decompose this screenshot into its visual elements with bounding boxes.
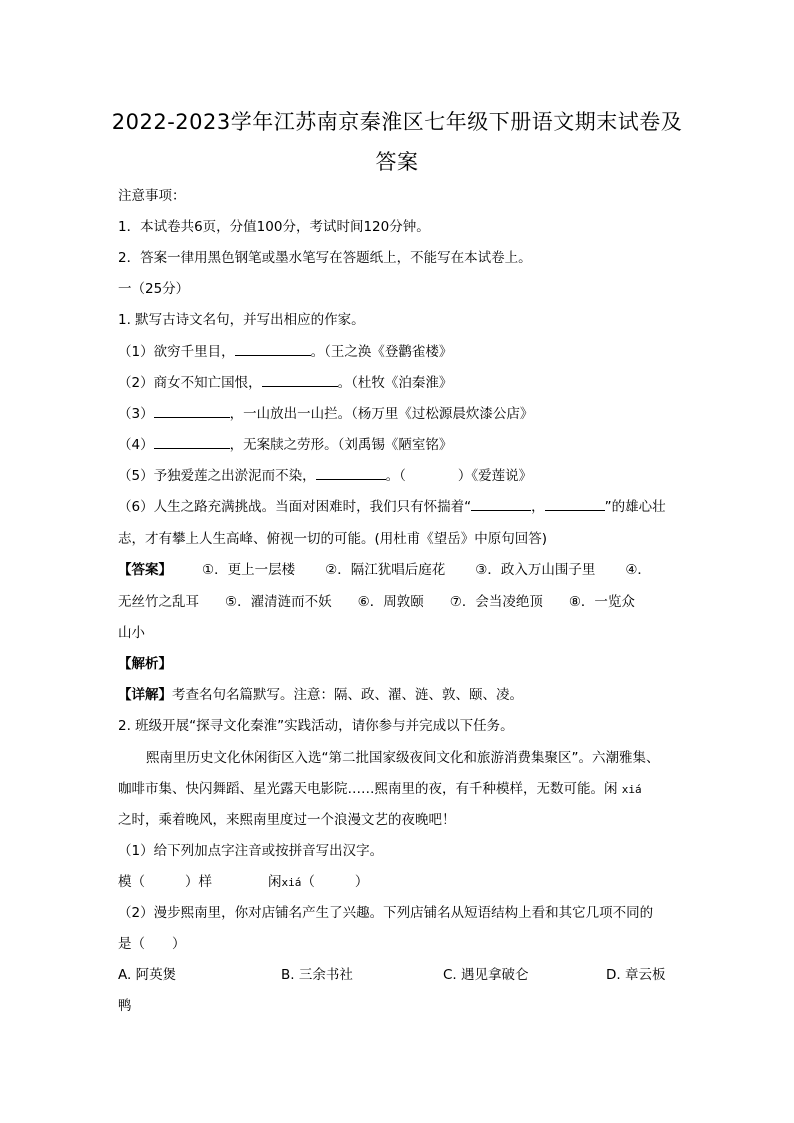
q1-item-3: （3） ，一山放出一山拦。（杨万里《过松源晨炊漆公店》 bbox=[118, 406, 534, 422]
answer-line-2: 无丝竹之乱耳 ⑤．濯清涟而不妖 ⑥．周敦颐 ⑦．会当凌绝顶 ⑧．一览众 bbox=[118, 594, 635, 610]
notice-item-2: 2．答案一律用黑色钢笔或墨水笔写在答题纸上，不能写在本试卷上。 bbox=[118, 250, 532, 266]
answer-line-3: 山小 bbox=[118, 625, 145, 641]
section1-heading: 一（25分） bbox=[118, 281, 190, 297]
q2-stem: 2. 班级开展“探寻文化秦淮”实践活动，请你参与并完成以下任务。 bbox=[118, 718, 514, 734]
q1-item-5: （5）予独爱莲之出淤泥而不染， 。（ ）《爱莲说》 bbox=[118, 468, 533, 484]
detail-label: 【详解】 bbox=[118, 687, 172, 703]
q2-sub1-items: 模（ ）样 闲xiá（ ） bbox=[118, 874, 369, 890]
option-c: C. 遇见拿破仑 bbox=[443, 967, 529, 983]
option-d: D. 章云板 bbox=[606, 967, 666, 983]
passage-line-2: 咖啡市集、快闪舞蹈、星光露天电影院……熙南里的夜，有千种模样，无数可能。闲 xiá bbox=[118, 781, 642, 797]
answer-blank[interactable] bbox=[262, 374, 338, 387]
q1-stem: 1. 默写古诗文名句，并写出相应的作家。 bbox=[118, 312, 365, 328]
document-title-line2: 答案 bbox=[375, 150, 419, 174]
q1-item-6-line1: （6）人生之路充满挑战。当面对困难时，我们只有怀揣着“ ， ”的雄心壮 bbox=[118, 499, 666, 515]
option-a: A. 阿英煲 bbox=[118, 967, 177, 983]
answer-label: 【答案】 bbox=[118, 562, 172, 578]
detail-line: 【详解】考查名句名篇默写。注意：隔、政、濯、涟、敦、颐、凌。 bbox=[118, 687, 523, 703]
q1-item-1: （1）欲穷千里目， 。（王之涣《登鹳雀楼》 bbox=[118, 344, 453, 360]
answer-blank[interactable] bbox=[545, 498, 605, 511]
notice-item-1: 1．本试卷共6页，分值100分，考试时间120分钟。 bbox=[118, 219, 430, 235]
q2-sub2-line1: （2）漫步熙南里，你对店铺名产生了兴趣。下列店铺名从短语结构上看和其它几项不同的 bbox=[118, 905, 654, 921]
option-b: B. 三余书社 bbox=[281, 967, 353, 983]
pinyin-xia: xiá bbox=[621, 783, 642, 796]
answer-blank[interactable] bbox=[471, 498, 531, 511]
answer-blank[interactable] bbox=[235, 343, 311, 356]
notice-heading: 注意事项： bbox=[118, 188, 186, 204]
passage-line-3: 之时，乘着晚风，来熙南里度过一个浪漫文艺的夜晚吧！ bbox=[118, 812, 456, 828]
q2-sub2-line2: 是（ ） bbox=[118, 936, 186, 952]
q1-item-6-line2: 志，才有攀上人生高峰、俯视一切的可能。(用杜甫《望岳》中原句回答) bbox=[118, 531, 548, 547]
passage-line-1: 熙南里历史文化休闲街区入选“第二批国家级夜间文化和旅游消费集聚区”。六潮雅集、 bbox=[146, 750, 660, 766]
analysis-label: 【解析】 bbox=[118, 656, 172, 672]
q1-item-2: （2）商女不知亡国恨， 。（杜牧《泊秦淮》 bbox=[118, 375, 453, 391]
q1-item-4: （4） ，无案牍之劳形。（刘禹锡《陋室铭》 bbox=[118, 437, 453, 453]
q2-sub1: （1）给下列加点字注音或按拼音写出汉字。 bbox=[118, 843, 384, 859]
answer-blank[interactable] bbox=[154, 405, 230, 418]
answer-blank[interactable] bbox=[316, 467, 386, 480]
option-d-wrap: 鸭 bbox=[118, 998, 132, 1014]
answer-blank[interactable] bbox=[154, 436, 230, 449]
document-title-line1: 2022-2023学年江苏南京秦淮区七年级下册语文期末试卷及 bbox=[111, 110, 683, 134]
answer-line-1: 【答案】 ①．更上一层楼 ②．隔江犹唱后庭花 ③．政入万山围子里 ④． bbox=[118, 562, 651, 578]
